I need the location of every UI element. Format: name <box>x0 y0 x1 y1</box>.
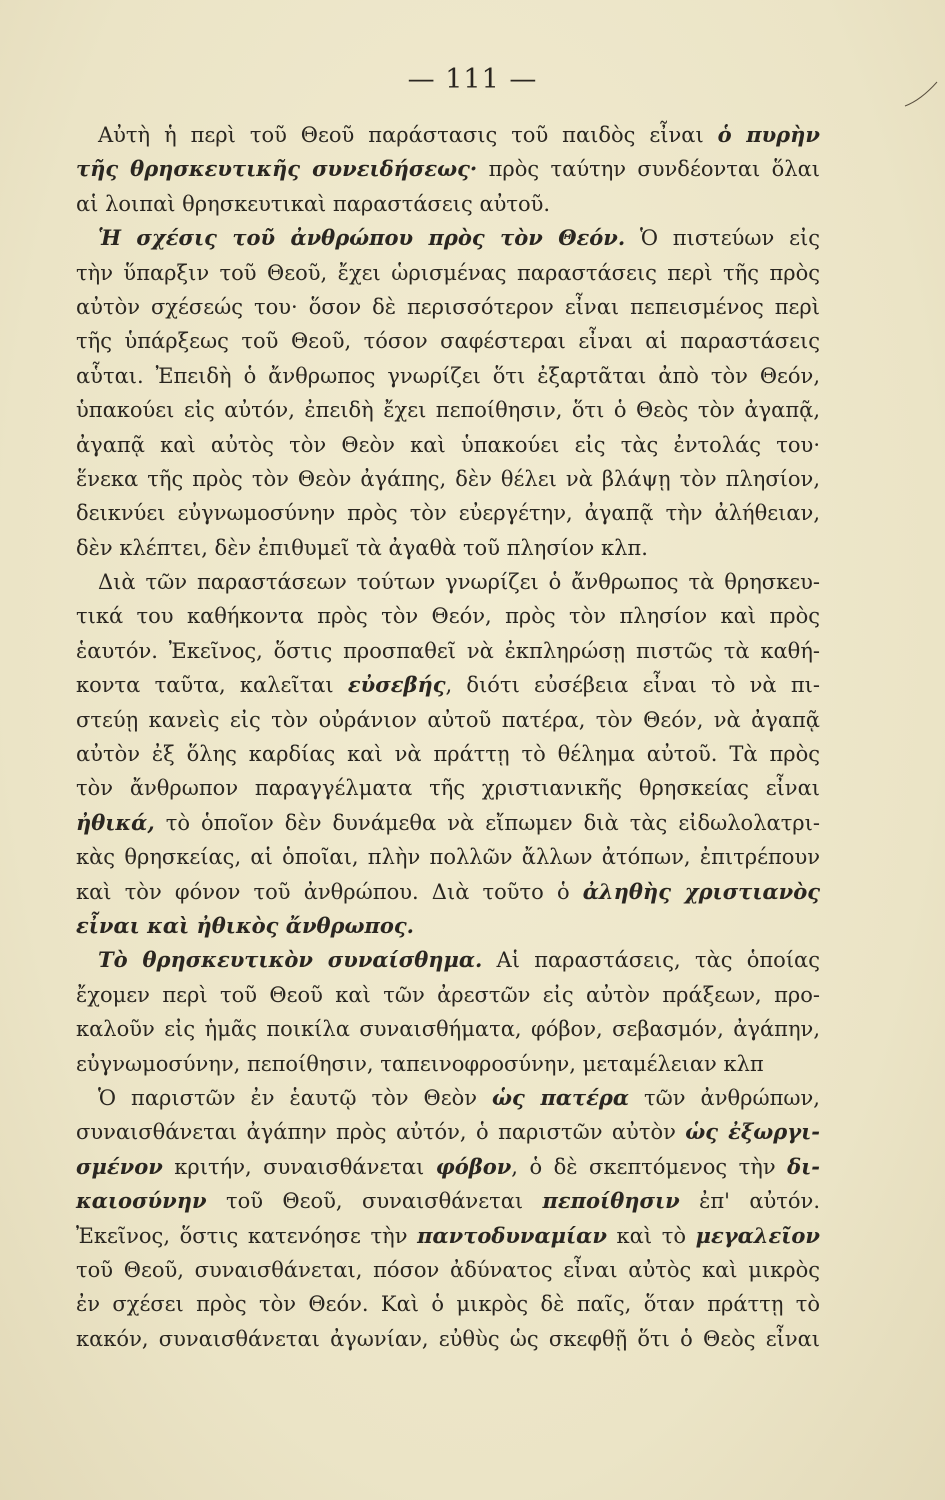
text-line <box>76 565 820 599</box>
text-line <box>76 118 820 152</box>
text-segment: αἱ λοιπαὶ θρησκευτικαὶ παραστάσεις αὐτοῦ. <box>76 191 551 216</box>
text-segment: κριτήν, συναισθάνεται <box>162 1154 436 1179</box>
text-line <box>76 1081 820 1115</box>
text-segment: κοντα ταῦτα, καλεῖται <box>76 673 348 698</box>
text-segment: δὲν κλέπτει, δὲν ἐπιθυμεῖ τὰ ἀγαθὰ τοῦ πλησίον κλπ. <box>76 535 648 560</box>
text-segment: τὸ ὁποῖον δὲν δυνάμεθα νὰ εἴπωμεν διὰ τὰς εἰδωλολατρι- <box>154 810 820 835</box>
text-line <box>76 496 820 530</box>
emphasized-text: μεγαλεῖον <box>695 1222 820 1248</box>
text-segment: αὐτὸν ἐξ ὅλης καρδίας καὶ νὰ πράττῃ τὸ θέλημα αὐτοῦ. Τὰ πρὸς <box>76 742 820 767</box>
text-line <box>76 771 820 805</box>
text-line <box>76 909 820 943</box>
text-line <box>76 462 820 496</box>
emphasized-text: τῆς θρησκευτικῆς συνειδήσεως· <box>76 156 478 182</box>
text-line <box>76 324 820 358</box>
emphasized-text: ὡς ἐξωργι- <box>685 1119 820 1145</box>
text-segment: Ὁ πιστεύων εἰς <box>625 226 820 251</box>
text-segment: ἑαυτόν. Ἐκεῖνος, ὅστις προσπαθεῖ νὰ ἐκπληρώσῃ πιστῶς τὰ καθή- <box>76 638 820 663</box>
text-segment: εὐγνωμοσύνην, πεποίθησιν, ταπεινοφροσύνην, μεταμέλειαν κλπ <box>76 1051 764 1076</box>
emphasized-text: πεποίθησιν <box>542 1188 680 1214</box>
text-segment: , διότι εὐσέβεια εἶναι τὸ νὰ πι- <box>445 673 820 698</box>
text-segment: αὗται. Ἐπειδὴ ὁ ἄνθρωπος γνωρίζει ὅτι ἐξαρτᾶται ἀπὸ τὸν Θεόν, <box>76 363 820 388</box>
text-line <box>76 1012 820 1046</box>
corner-pencil-mark <box>903 80 939 108</box>
text-line <box>76 1150 820 1184</box>
text-line <box>76 256 820 290</box>
text-line <box>76 290 820 324</box>
text-segment: ἐπ' αὐτόν. <box>679 1189 820 1214</box>
text-segment: δεικνύει εὐγνωμοσύνην πρὸς τὸν εὐεργέτην, ἀγαπᾷ τὴν ἀλήθειαν, <box>76 501 820 526</box>
emphasized-text: καιοσύνην <box>76 1188 207 1214</box>
text-line <box>76 187 820 221</box>
text-line <box>76 428 820 462</box>
text-segment: ἐν σχέσει πρὸς τὸν Θεόν. Καὶ ὁ μικρὸς δὲ παῖς, ὅταν πράττῃ τὸ <box>76 1292 820 1317</box>
text-line <box>76 1184 820 1218</box>
emphasized-text: Τὸ θρησκευτικὸν συναίσθημα. <box>98 947 483 973</box>
emphasized-text: σμένον <box>76 1153 163 1179</box>
text-segment: τῶν ἀνθρώπων, <box>629 1085 820 1110</box>
emphasized-text: εἶναι καὶ ἠθικὸς ἄνθρωπος. <box>76 912 414 938</box>
text-segment: ὑπακούει εἰς αὐτόν, ἐπειδὴ ἔχει πεποίθησιν, ὅτι ὁ Θεὸς τὸν ἀγαπᾷ, <box>76 398 820 423</box>
text-segment: καὶ τὸ <box>606 1223 696 1248</box>
text-line <box>76 1115 820 1149</box>
text-line <box>76 806 820 840</box>
text-segment: κὰς θρησκείας, αἱ ὁποῖαι, πλὴν πολλῶν ἄλλων ἀτόπων, ἐπιτρέπουν <box>76 845 820 870</box>
text-segment: Αὐτὴ ἡ περὶ τοῦ Θεοῦ παράστασις τοῦ παιδὸς εἶναι <box>98 123 718 147</box>
emphasized-text: εὐσεβής <box>347 672 446 698</box>
page-number: — 111 — <box>407 64 538 95</box>
text-line <box>76 840 820 874</box>
emphasized-text: ἠθικά, <box>76 809 155 835</box>
text-segment: Ὁ παριστῶν ἐν ἑαυτῷ τὸν Θεὸν <box>98 1085 493 1110</box>
emphasized-text: ἀληθὴς χριστιανὸς <box>582 878 821 904</box>
text-segment: τοῦ Θεοῦ, συναισθάνεται <box>206 1189 543 1214</box>
emphasized-text: παντοδυναμίαν <box>417 1222 607 1248</box>
emphasized-text: φόβον <box>435 1153 512 1179</box>
emphasized-text: δι- <box>787 1153 820 1179</box>
text-line <box>76 1287 820 1321</box>
text-segment: τοῦ Θεοῦ, συναισθάνεται, πόσον ἀδύνατος εἶναι αὐτὸς καὶ μικρὸς <box>76 1257 820 1282</box>
text-segment: αὐτὸν σχέσεώς του· ὅσον δὲ περισσότερον εἶναι πεπεισμένος περὶ <box>76 294 820 319</box>
text-segment: ἀγαπᾷ καὶ αὐτὸς τὸν Θεὸν καὶ ὑπακούει εἰς τὰς ἐντολάς του· <box>76 432 820 457</box>
text-segment: στεύῃ κανεὶς εἰς τὸν οὐράνιον αὐτοῦ πατέρα, τὸν Θεόν, νὰ ἀγαπᾷ <box>76 707 820 732</box>
text-line <box>76 152 820 186</box>
text-line <box>76 703 820 737</box>
text-segment: ἕνεκα τῆς πρὸς τὸν Θεὸν ἀγάπης, δὲν θέλει νὰ βλάψῃ τὸν πλησίον, <box>76 466 820 491</box>
text-line <box>76 531 820 565</box>
text-line <box>76 634 820 668</box>
text-segment: τῆς ὑπάρξεως τοῦ Θεοῦ, τόσον σαφέστεραι εἶναι αἱ παραστάσεις <box>76 329 820 354</box>
text-segment: συναισθάνεται ἀγάπην πρὸς αὐτόν, ὁ παριστῶν αὐτὸν <box>76 1120 686 1145</box>
text-line <box>76 978 820 1012</box>
text-line <box>76 359 820 393</box>
text-segment: καλοῦν εἰς ἡμᾶς ποικίλα συναισθήματα, φόβον, σεβασμόν, ἀγάπην, <box>76 1017 820 1042</box>
text-line <box>76 599 820 633</box>
text-segment: Αἱ παραστάσεις, τὰς ὁποίας <box>482 948 820 973</box>
text-segment: πρὸς ταύτην συνδέονται ὅλαι <box>477 157 820 182</box>
text-line <box>76 221 820 255</box>
text-segment: Διὰ τῶν παραστάσεων τούτων γνωρίζει ὁ ἄνθρωπος τὰ θρησκευ- <box>98 570 820 595</box>
text-segment: κακόν, συναισθάνεται ἀγωνίαν, εὐθὺς ὡς σκεφθῇ ὅτι ὁ Θεὸς εἶναι <box>76 1326 820 1351</box>
text-segment: , ὁ δὲ σκεπτόμενος τὴν <box>511 1154 788 1179</box>
text-segment: ἔχομεν περὶ τοῦ Θεοῦ καὶ τῶν ἀρεστῶν εἰς αὐτὸν πράξεων, προ- <box>76 982 820 1007</box>
emphasized-text: Ἡ σχέσις τοῦ ἀνθρώπου πρὸς τὸν Θεόν. <box>98 225 626 251</box>
text-segment: τὸν ἄνθρωπον παραγγέλματα τῆς χριστιανικῆς θρησκείας εἶναι <box>76 776 820 801</box>
text-line <box>76 1253 820 1287</box>
text-line <box>76 737 820 771</box>
text-line <box>76 668 820 702</box>
text-line <box>76 875 820 909</box>
emphasized-text: ὁ πυρὴν <box>717 122 820 147</box>
text-segment: Ἐκεῖνος, ὅστις κατενόησε τὴν <box>76 1223 418 1248</box>
text-segment: τὴν ὕπαρξιν τοῦ Θεοῦ, ἔχει ὡρισμένας παραστάσεις περὶ τῆς πρὸς <box>76 260 820 285</box>
text-line <box>76 1047 820 1081</box>
emphasized-text: ὡς πατέρα <box>492 1084 630 1110</box>
text-segment: καὶ τὸν φόνον τοῦ ἀνθρώπου. Διὰ τοῦτο ὁ <box>76 879 583 904</box>
text-line <box>76 393 820 427</box>
text-line <box>76 1219 820 1253</box>
body-text <box>76 118 820 1356</box>
text-line <box>76 1322 820 1356</box>
text-line <box>76 943 820 977</box>
text-segment: τικά του καθήκοντα πρὸς τὸν Θεόν, πρὸς τὸν πλησίον καὶ πρὸς <box>76 604 820 629</box>
